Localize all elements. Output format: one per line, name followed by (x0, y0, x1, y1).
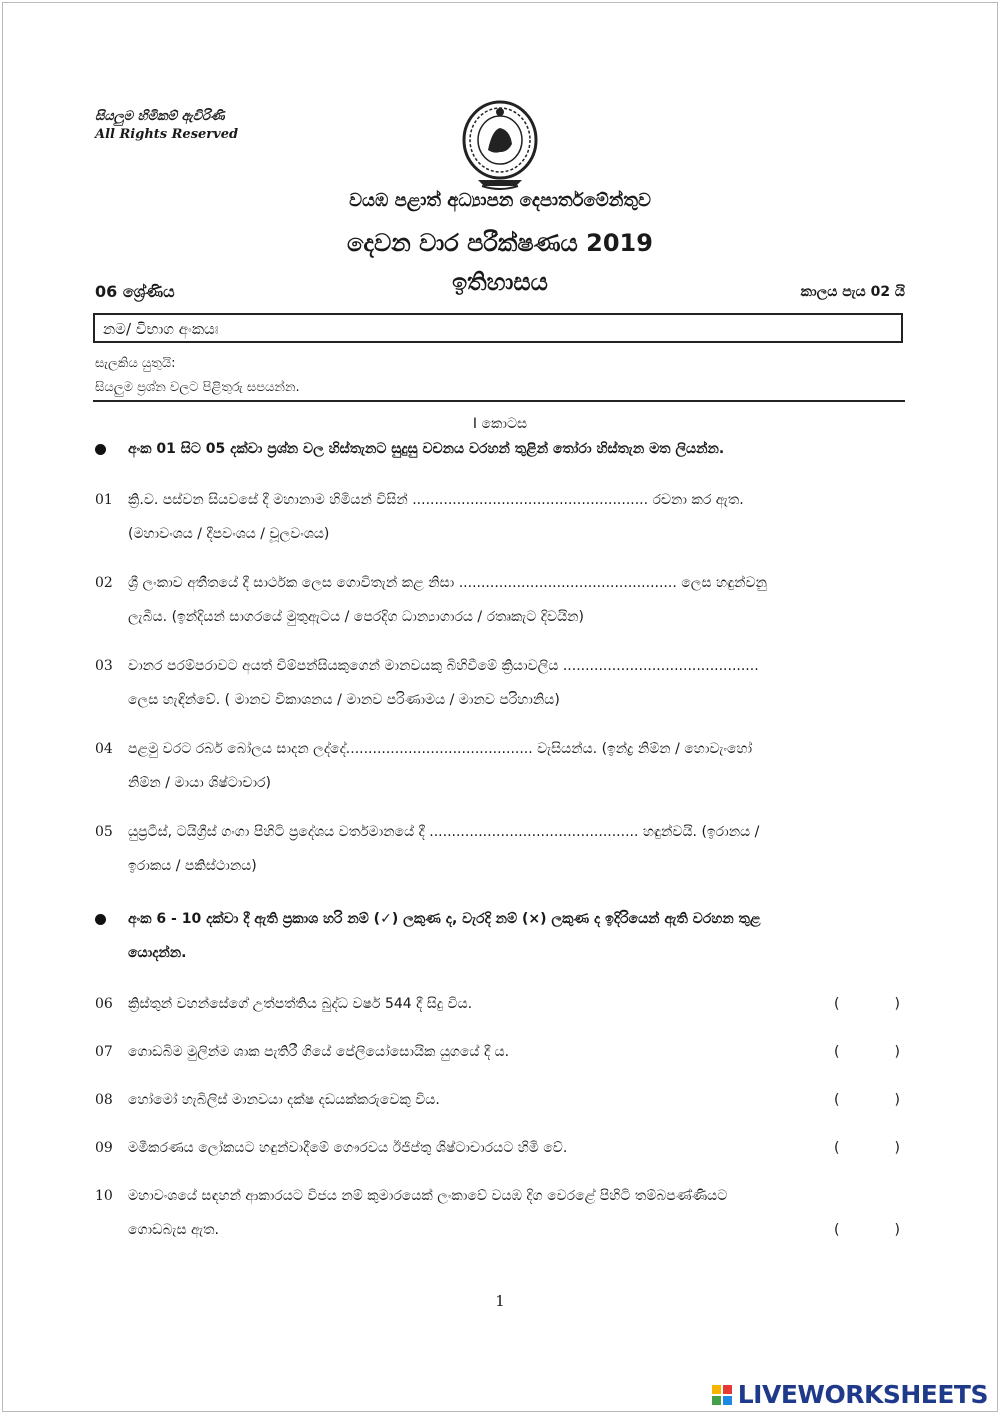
answer-bracket[interactable] (834, 1083, 900, 1117)
question-number: 05 (95, 824, 113, 840)
section-title: I කොටස (472, 416, 528, 432)
name-field-label: නම/ විභාග අංකයඃ (103, 320, 219, 338)
question-text: යුප්‍රටීස්, ටයිග්‍රීස් ගංගා පිහිටි ප්‍රදේශය වර්තමානයේ දී ............................................... හඳුන්වයි. (ඉරානය / (128, 824, 760, 840)
bracket-close: ) (894, 1140, 900, 1156)
bullet-icon (95, 914, 106, 925)
instruction-2-line-2: යොදන්න. (128, 945, 187, 961)
question-number: 09 (95, 1140, 113, 1156)
bracket-open: ( (834, 1092, 840, 1108)
question-number: 10 (95, 1188, 113, 1204)
rights-notice (95, 108, 238, 144)
instructions (95, 352, 300, 400)
question-text: ක්‍රි.ව. පස්වන සියවසේ දී මහානාම හිමියන් විසින් ..................................................... රචනා කර ඇත. (128, 492, 744, 508)
question-text: ක්‍රිස්තුන් වහන්සේගේ උත්පත්තිය බුද්ධ වර්ෂ 544 දී සිදු විය. (128, 996, 473, 1012)
instructions-text: සියලුම ප්‍රශ්න වලට පිළිතුරු සපයන්න. (95, 380, 300, 395)
bracket-close: ) (894, 1222, 900, 1238)
question-options: ඉරාකය / පකිස්ථානය) (128, 858, 257, 874)
answer-bracket[interactable] (834, 1035, 900, 1069)
question-text: මමීකරණය ලෝකයට හඳුන්වාදීමේ ගෞරවය ඊජිප්තු ශිෂ්ටාචාරයට හිමි වේ. (128, 1140, 568, 1156)
exam-title: දෙවන වාර පරීක්ෂණය 2019 (347, 229, 653, 257)
question-text: හෝමෝ හැබිලිස් මානවයා දක්ෂ දඩයක්කරුවෙකු විය. (128, 1092, 440, 1108)
bracket-open: ( (834, 996, 840, 1012)
page-number: 1 (495, 1292, 505, 1310)
liveworksheets-watermark (712, 1380, 988, 1409)
bullet-icon (95, 444, 106, 455)
question-options: ලෙස හැඳින්වේ. ( මානව විකාශනය / මානව පරිණාමය / මානව පරිහානිය) (128, 692, 560, 708)
question-text: ගොඩබිම මුලින්ම ශාක පැතිරී ගියේ පේලියෝසොයික යුගයේ දී ය. (128, 1044, 510, 1060)
question-number: 08 (95, 1092, 113, 1108)
answer-bracket[interactable] (834, 1213, 900, 1247)
rights-english: All Rights Reserved (95, 127, 239, 142)
question-text: ශ්‍රී ලංකාව අතීතයේ දී සාර්ථක ලෙස ගොවිතැන් කළ නිසා ................................................. ලෙස හඳුන්වනු (128, 575, 767, 591)
question-text: පළමු වරට රබර් බෝලය සාදන ලද්දේ.......................................... වැසියන්ය. (ඉන්ද්‍ර නිම්න / හොවැංහෝ (128, 741, 753, 757)
answer-bracket[interactable] (834, 1131, 900, 1165)
answer-bracket[interactable] (834, 987, 900, 1021)
grade-label: 06 ශ්‍රේණිය (95, 282, 175, 301)
department-name: වයඹ පළාත් අධ්‍යාපන දෙපාර්තමේන්තුව (349, 190, 651, 211)
bracket-open: ( (834, 1140, 840, 1156)
rights-sinhala: සියලුම හිමිකම් ඇවිරිණි (95, 109, 225, 124)
question-text: මහාවංශයේ සඳහන් ආකාරයට විජය නම් කුමාරයෙක් ලංකාවේ වයඹ දිග වෙරළේ පිහිටි තම්බපණ්ණියට (128, 1188, 728, 1204)
government-emblem-icon (458, 100, 542, 192)
bracket-open: ( (834, 1222, 840, 1238)
question-number: 03 (95, 658, 113, 674)
watermark-text: LIVEWORKSHEETS (737, 1380, 988, 1409)
bracket-close: ) (894, 1044, 900, 1060)
bracket-close: ) (894, 1092, 900, 1108)
subject-title: ඉතිහාසය (452, 268, 548, 296)
question-text-continued: ගොඩබැස ඇත. (128, 1222, 219, 1238)
question-number: 06 (95, 996, 113, 1012)
time-allowed: කාලය පැය 02 යි (800, 284, 905, 300)
bracket-close: ) (894, 996, 900, 1012)
bracket-open: ( (834, 1044, 840, 1060)
divider (93, 400, 905, 402)
question-text: වානර පරම්පරාවට අයත් චිම්පන්සියකුගෙන් මානවයකු බිහිවීමේ ක්‍රියාවලිය ............................................ (128, 658, 759, 674)
instruction-text-1: අංක 01 සිට 05 දක්වා ප්‍රශ්න වල හිස්තැනට සුදුසු වචනය වරහන් තුළින් තෝරා හිස්තැන මත ලියන්න. (128, 441, 725, 457)
question-options: නිම්න / මායා ශිෂ්ටාචාර) (128, 775, 271, 791)
question-options: ලැබීය. (ඉන්දියන් සාගරයේ මුතුඇටය / පෙරදිග ධාන්‍යාගාරය / රත්‍රුකැට දිවයින) (128, 609, 584, 625)
instruction-2-line-1: අංක 6 - 10 දක්වා දී ඇති ප්‍රකාශ හරි නම් (✓) ලකුණ ද, වැරදි නම් (×) ලකුණ ද ඉදිරියෙන් ඇති වරහන තුළ (128, 911, 761, 927)
question-number: 01 (95, 492, 113, 508)
instruction-text-2 (128, 902, 905, 970)
question-number: 04 (95, 741, 113, 757)
name-index-field[interactable] (93, 313, 903, 343)
liveworksheets-logo-icon (712, 1385, 732, 1405)
question-options: (මහාවංශය / දීපවංශය / චූලවංශය) (128, 526, 330, 542)
question-number: 07 (95, 1044, 113, 1060)
instructions-heading: සැලකිය යුතුයි: (95, 356, 176, 371)
question-number: 02 (95, 575, 113, 591)
